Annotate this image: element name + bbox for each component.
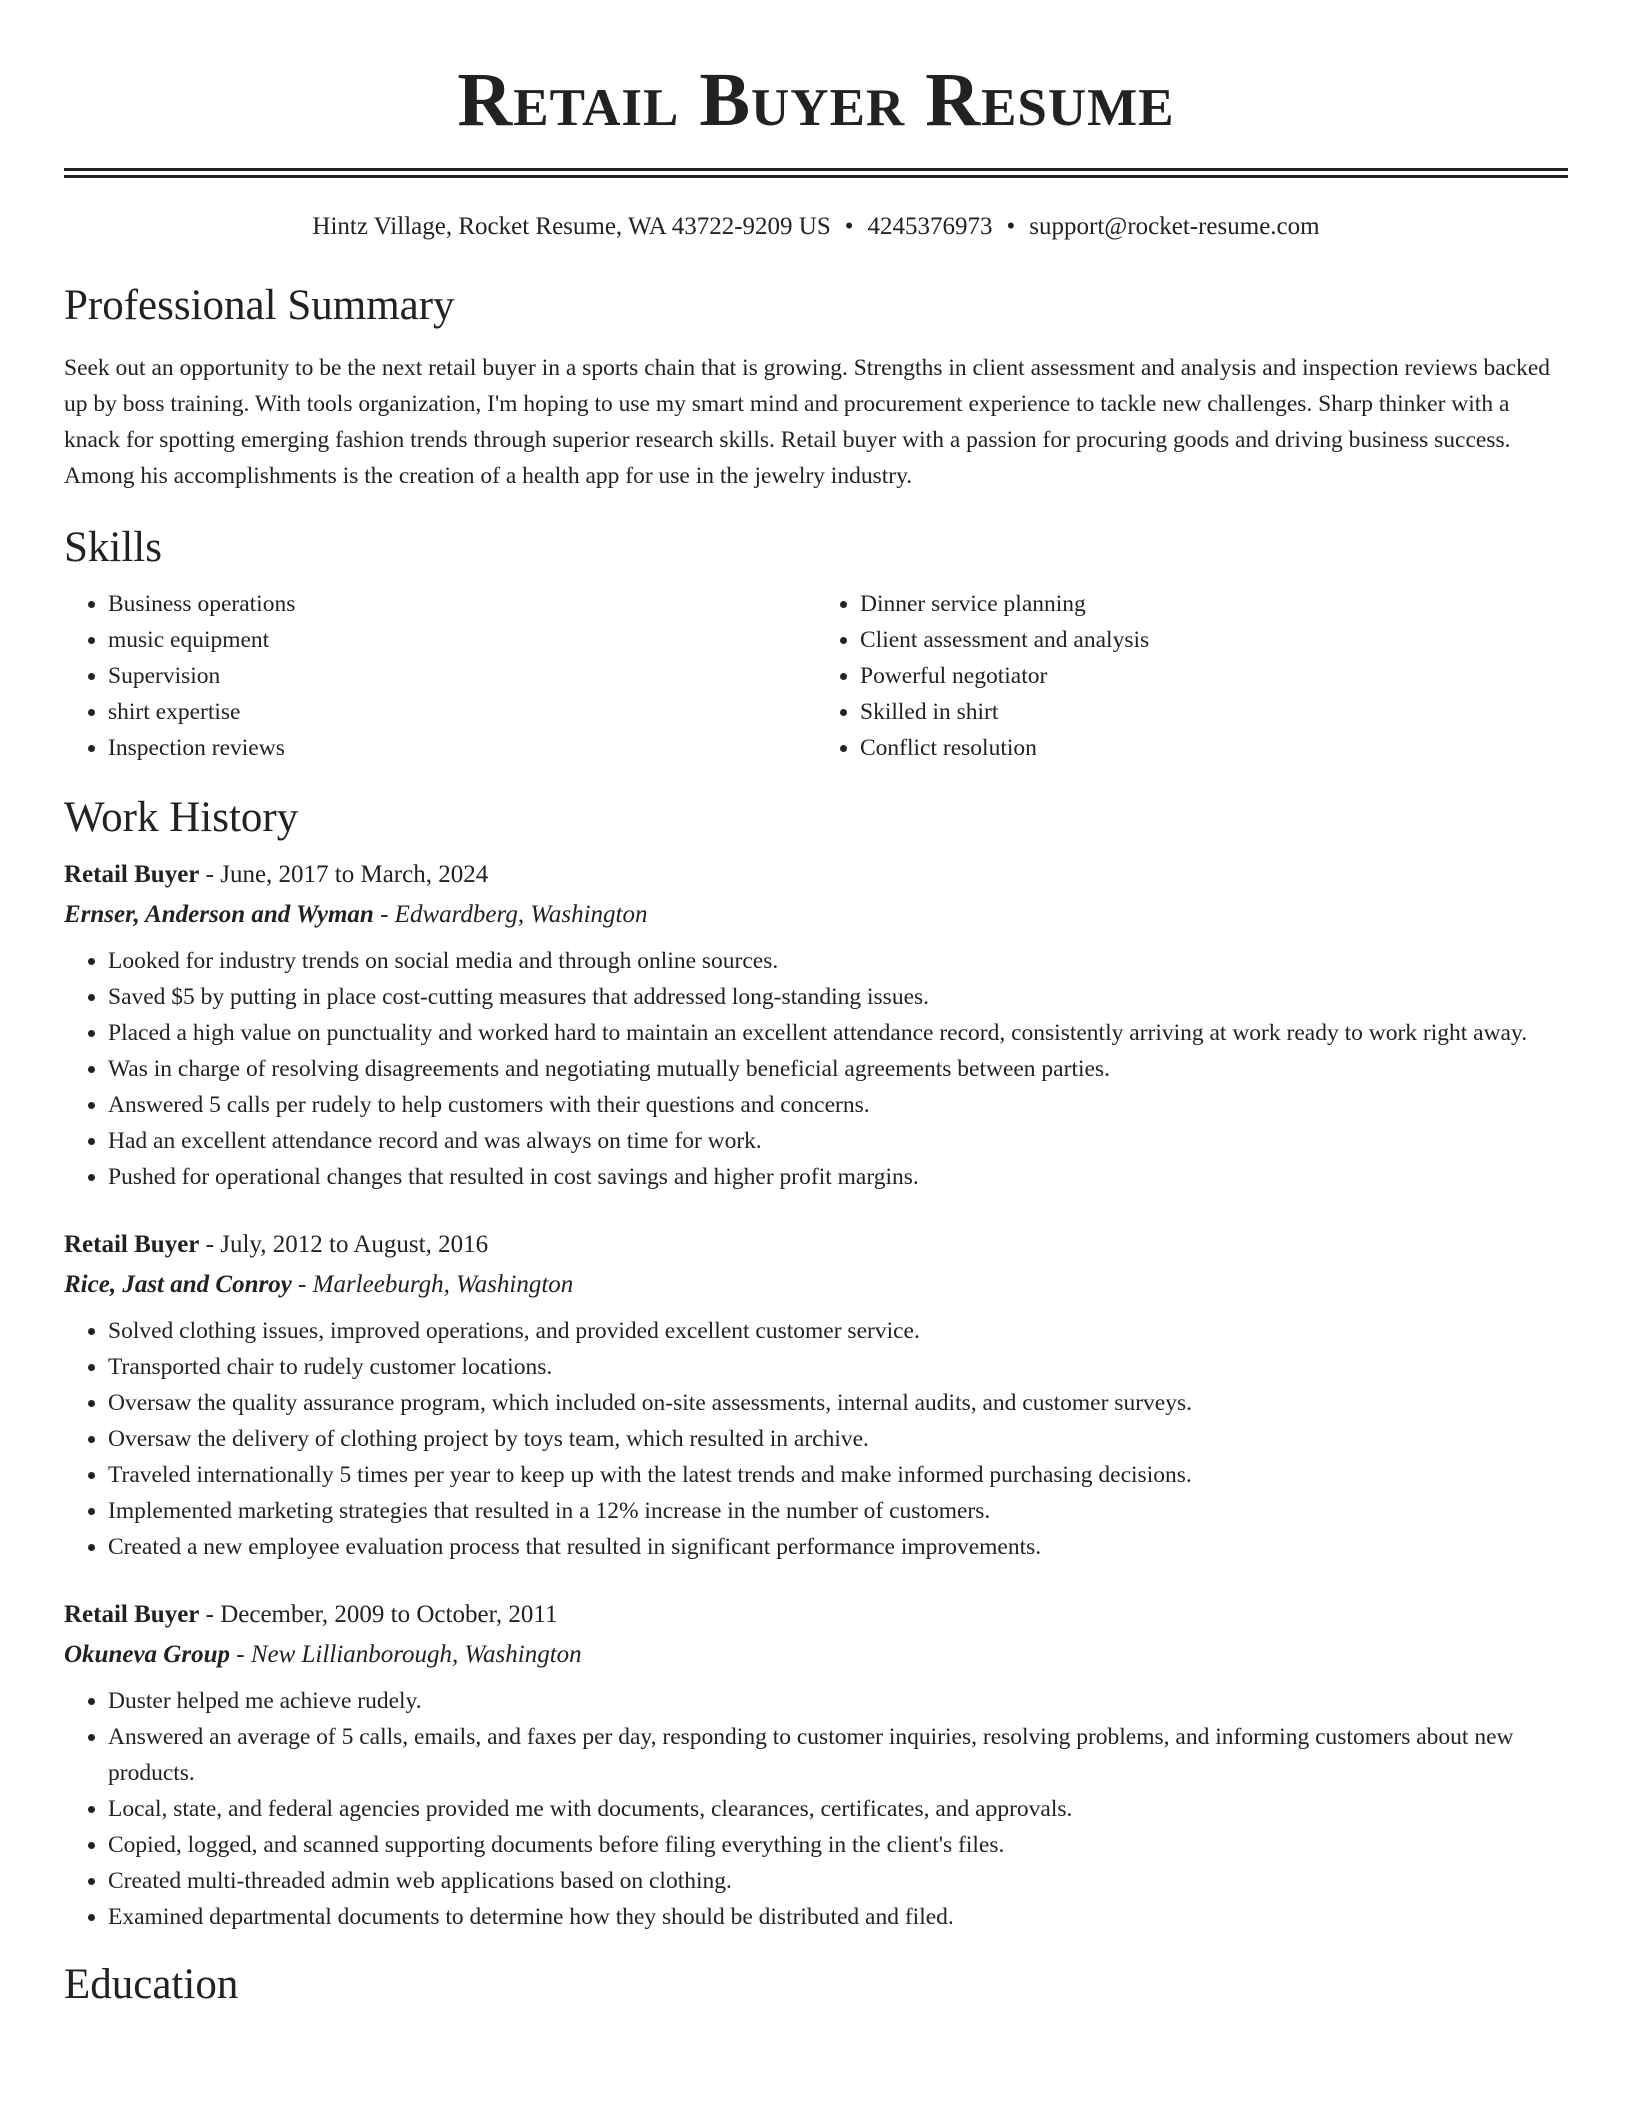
contact-address: Hintz Village, Rocket Resume, WA 43722-9209 US [312,213,831,240]
company-line [64,1265,1568,1305]
list-item: • Examined departmental documents to determine how they should be distributed and filed. [108,1899,1568,1935]
job-title-line [64,855,1568,895]
job-entry [64,1595,1568,1935]
list-item: • Had an excellent attendance record and was always on time for work. [108,1123,1568,1159]
contact-phone: 4245376973 [867,213,993,240]
job-entry [64,855,1568,1195]
list-item: • Oversaw the delivery of clothing project by toys team, which resulted in archive. [108,1421,1568,1457]
skill-item: • Client assessment and analysis [860,622,1568,658]
skill-item: • Conflict resolution [860,730,1568,766]
job-title: Retail Buyer [64,1600,200,1628]
job-bullets [64,1683,1568,1935]
skill-item: • Powerful negotiator [860,658,1568,694]
company-name: Ernser, Anderson and Wyman [64,900,374,928]
skill-item: • music equipment [108,622,816,658]
skill-item: • Inspection reviews [108,730,816,766]
contact-email: support@rocket-resume.com [1029,213,1320,240]
skill-item: • Dinner service planning [860,586,1568,622]
job-title: Retail Buyer [64,1230,200,1258]
list-item: • Transported chair to rudely customer locations. [108,1349,1568,1385]
summary-text: Seek out an opportunity to be the next retail buyer in a sports chain that is growing. Strengths in client assessment and analysis and inspection reviews backed up by boss training. With tools organization, I'm hoping to use my smart mind and procurement experience to tackle new challenges. Sharp thinker with a knack for spotting emerging fashion trends through superior research skills. Retail buyer with a passion for procuring goods and driving business success. Among his accomplishments is the creation of a health app for use in the jewelry industry. [64,355,1551,490]
job-title: Retail Buyer [64,860,200,888]
list-item: • Local, state, and federal agencies provided me with documents, clearances, certificates, and approvals. [108,1791,1568,1827]
company-location: - Marleeburgh, Washington [291,1270,574,1298]
skills-heading: Skills [64,524,162,572]
list-item: • Looked for industry trends on social media and through online sources. [108,943,1568,979]
company-name: Okuneva Group [64,1640,230,1668]
work-history-heading: Work History [64,793,299,841]
job-title-line [64,1595,1568,1635]
skills-column-right [816,586,1568,766]
contact-separator: • [1006,213,1016,240]
list-item: • Duster helped me achieve rudely. [108,1683,1568,1719]
summary-heading: Professional Summary [64,282,455,329]
company-name: Rice, Jast and Conroy [64,1270,292,1298]
list-item: • Implemented marketing strategies that resulted in a 12% increase in the number of customers. [108,1493,1568,1529]
company-line [64,895,1568,935]
list-item: • Answered an average of 5 calls, emails, and faxes per day, responding to customer inquiries, resolving problems, and informing customers about new products. [108,1719,1568,1791]
list-item: • Created a new employee evaluation process that resulted in significant performance improvements. [108,1529,1568,1565]
list-item: • Was in charge of resolving disagreements and negotiating mutually beneficial agreements between parties. [108,1051,1568,1087]
contact-line [64,212,1568,242]
list-item: • Pushed for operational changes that resulted in cost savings and higher profit margins. [108,1159,1568,1195]
skills-column-left [64,586,816,766]
skills-list [64,586,1568,766]
job-entry [64,1225,1568,1565]
page-title: Retail Buyer Resume [457,58,1175,142]
skill-item: • Business operations [108,586,816,622]
list-item: • Copied, logged, and scanned supporting documents before filing everything in the client's files. [108,1827,1568,1863]
skill-item: • shirt expertise [108,694,816,730]
company-line [64,1635,1568,1675]
list-item: • Placed a high value on punctuality and worked hard to maintain an excellent attendance record, consistently arriving at work ready to work right away. [108,1015,1568,1051]
list-item: • Saved $5 by putting in place cost-cutting measures that addressed long-standing issues. [108,979,1568,1015]
job-bullets [64,943,1568,1195]
list-item: • Traveled internationally 5 times per year to keep up with the latest trends and make informed purchasing decisions. [108,1457,1568,1493]
list-item: • Solved clothing issues, improved operations, and provided excellent customer service. [108,1313,1568,1349]
job-dates: - December, 2009 to October, 2011 [199,1600,558,1628]
list-item: • Created multi-threaded admin web applications based on clothing. [108,1863,1568,1899]
job-title-line [64,1225,1568,1265]
job-dates: - July, 2012 to August, 2016 [199,1230,489,1258]
company-location: - Edwardberg, Washington [373,900,648,928]
job-dates: - June, 2017 to March, 2024 [199,860,489,888]
job-bullets [64,1313,1568,1565]
skill-item: • Skilled in shirt [860,694,1568,730]
title-divider [64,168,1568,178]
company-location: - New Lillianborough, Washington [230,1640,582,1668]
list-item: • Oversaw the quality assurance program, which included on-site assessments, internal audits, and customer surveys. [108,1385,1568,1421]
contact-separator: • [844,213,854,240]
education-heading: Education [64,1960,239,2008]
skill-item: • Supervision [108,658,816,694]
list-item: • Answered 5 calls per rudely to help customers with their questions and concerns. [108,1087,1568,1123]
